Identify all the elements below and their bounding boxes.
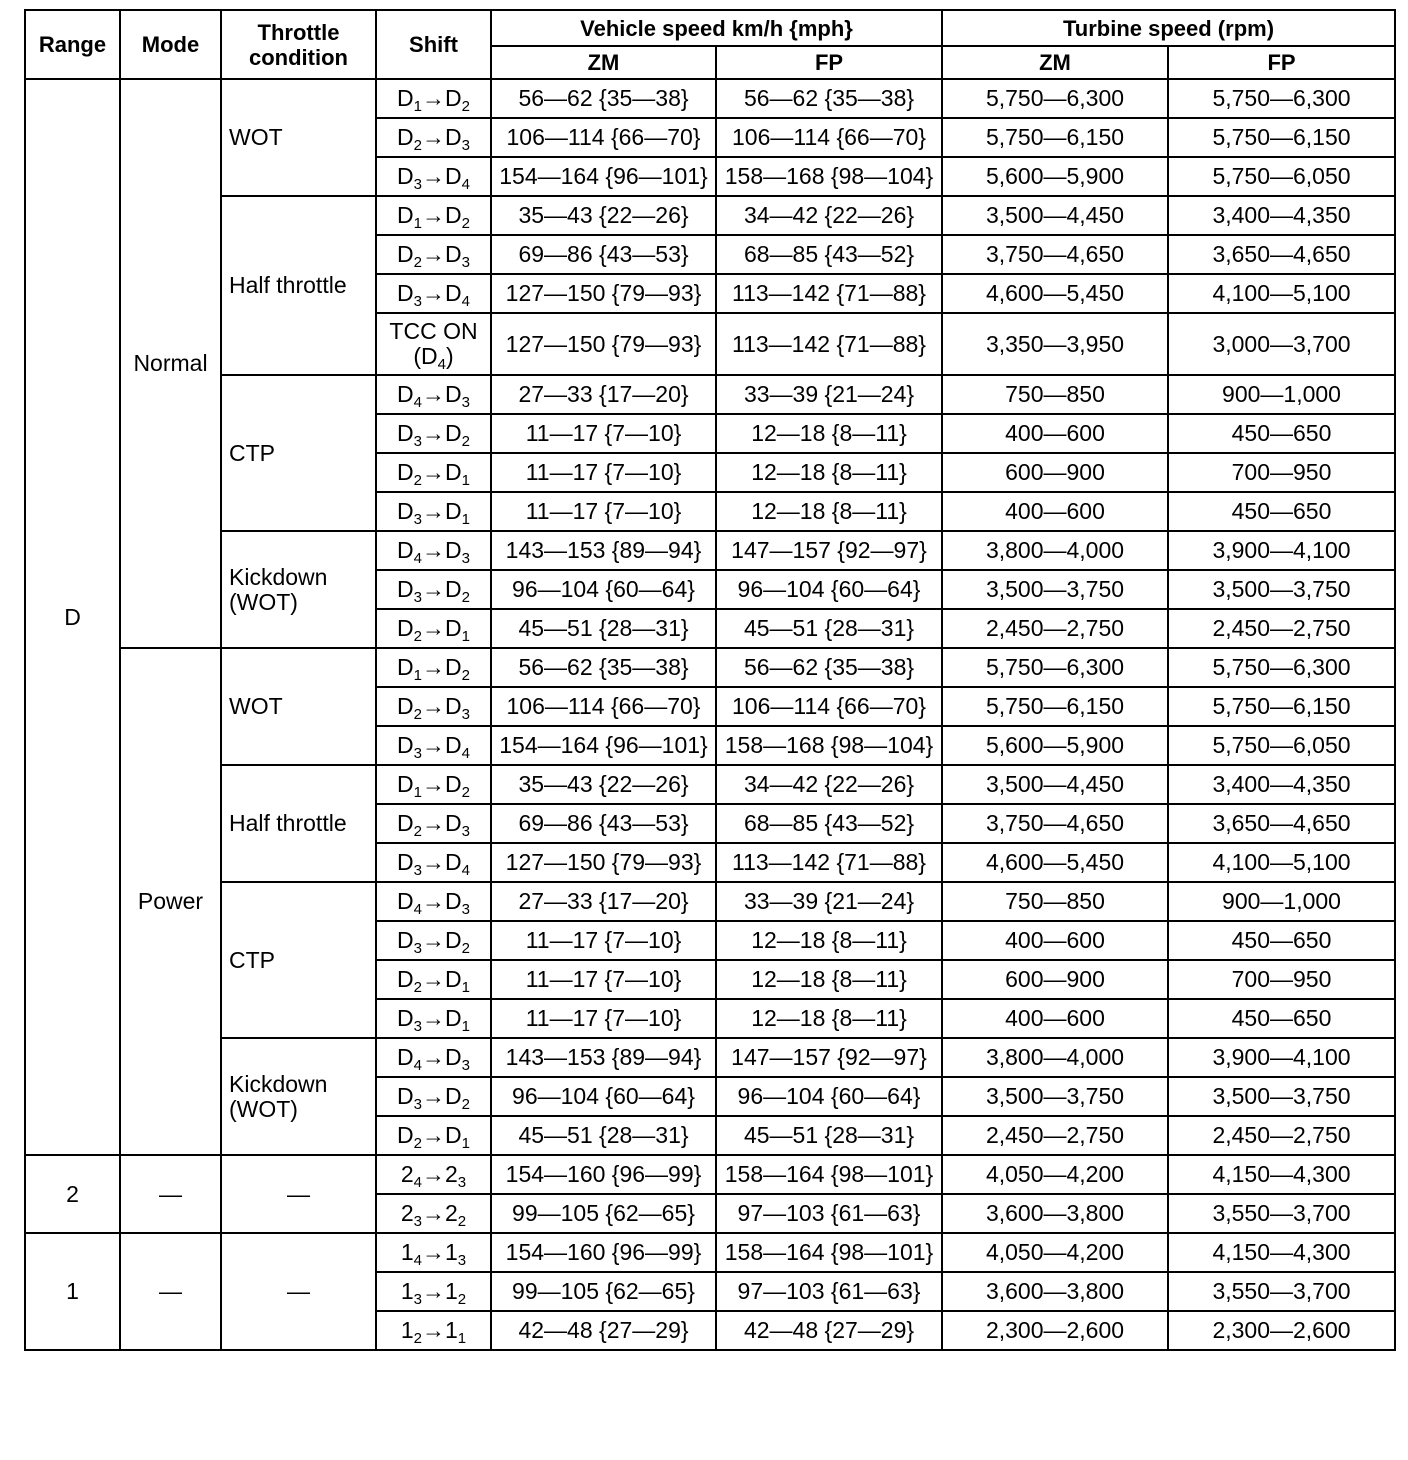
- turbine-speed-zm-cell: 400—600: [942, 414, 1168, 453]
- throttle-condition-cell: Half throttle: [221, 765, 376, 882]
- vehicle-speed-zm-cell: 27—33 {17—20}: [491, 375, 716, 414]
- turbine-speed-fp-cell: 5,750—6,050: [1168, 726, 1395, 765]
- header-vehicle-speed-zm: ZM: [491, 46, 716, 79]
- vehicle-speed-zm-cell: 127—150 {79—93}: [491, 274, 716, 313]
- turbine-speed-zm-cell: 3,750—4,650: [942, 235, 1168, 274]
- vehicle-speed-fp-cell: 96—104 {60—64}: [716, 570, 942, 609]
- subscript: 2: [461, 215, 470, 232]
- turbine-speed-fp-cell: 900—1,000: [1168, 375, 1395, 414]
- turbine-speed-fp-cell: 450—650: [1168, 921, 1395, 960]
- subscript: 3: [413, 1291, 422, 1308]
- subscript: 3: [461, 550, 470, 567]
- shift-cell: $D_4\to D_3$: [376, 1038, 491, 1077]
- turbine-speed-fp-cell: 4,150—4,300: [1168, 1155, 1395, 1194]
- subscript: 4: [461, 176, 470, 193]
- subscript: 3: [461, 137, 470, 154]
- turbine-speed-fp-cell: 3,650—4,650: [1168, 804, 1395, 843]
- vehicle-speed-zm-cell: 154—164 {96—101}: [491, 157, 716, 196]
- turbine-speed-fp-cell: 3,400—4,350: [1168, 196, 1395, 235]
- turbine-speed-fp-cell: 3,550—3,700: [1168, 1194, 1395, 1233]
- shift-cell: $D_1\to D_2$: [376, 648, 491, 687]
- subscript: 4: [437, 356, 446, 373]
- turbine-speed-fp-cell: 5,750—6,300: [1168, 648, 1395, 687]
- turbine-speed-fp-cell: 3,550—3,700: [1168, 1272, 1395, 1311]
- subscript: 2: [461, 589, 470, 606]
- vehicle-speed-fp-cell: 12—18 {8—11}: [716, 492, 942, 531]
- vehicle-speed-fp-cell: 56—62 {35—38}: [716, 648, 942, 687]
- turbine-speed-fp-cell: 5,750—6,150: [1168, 118, 1395, 157]
- turbine-speed-zm-cell: 2,450—2,750: [942, 1116, 1168, 1155]
- turbine-speed-fp-cell: 3,500—3,750: [1168, 570, 1395, 609]
- vehicle-speed-fp-cell: 97—103 {61—63}: [716, 1272, 942, 1311]
- turbine-speed-zm-cell: 4,050—4,200: [942, 1155, 1168, 1194]
- subscript: 3: [461, 823, 470, 840]
- table-row: [25, 1155, 1395, 1194]
- header-vehicle-speed-fp: FP: [716, 46, 942, 79]
- subscript: 2: [413, 1135, 422, 1152]
- shift-cell: $D_3\to D_4$: [376, 726, 491, 765]
- subscript: 4: [461, 745, 470, 762]
- turbine-speed-zm-cell: 3,500—4,450: [942, 196, 1168, 235]
- shift-cell: $D_2\to D_3$: [376, 687, 491, 726]
- subscript: 2: [461, 940, 470, 957]
- subscript: 3: [413, 589, 422, 606]
- subscript: 2: [413, 823, 422, 840]
- header-throttle-condition: Throttle condition: [221, 10, 376, 79]
- subscript: 3: [461, 254, 470, 271]
- subscript: 3: [461, 394, 470, 411]
- header-turbine-speed-zm: ZM: [942, 46, 1168, 79]
- turbine-speed-zm-cell: 750—850: [942, 882, 1168, 921]
- turbine-speed-zm-cell: 5,600—5,900: [942, 726, 1168, 765]
- mode-cell: Power: [120, 648, 221, 1155]
- vehicle-speed-zm-cell: 56—62 {35—38}: [491, 648, 716, 687]
- vehicle-speed-zm-cell: 11—17 {7—10}: [491, 960, 716, 999]
- turbine-speed-zm-cell: 2,300—2,600: [942, 1311, 1168, 1350]
- vehicle-speed-fp-cell: 68—85 {43—52}: [716, 804, 942, 843]
- vehicle-speed-zm-cell: 69—86 {43—53}: [491, 804, 716, 843]
- vehicle-speed-zm-cell: 99—105 {62—65}: [491, 1194, 716, 1233]
- subscript: 4: [413, 1174, 422, 1191]
- subscript: 2: [413, 628, 422, 645]
- vehicle-speed-fp-cell: 158—164 {98—101}: [716, 1233, 942, 1272]
- vehicle-speed-zm-cell: 56—62 {35—38}: [491, 79, 716, 118]
- turbine-speed-zm-cell: 5,750—6,300: [942, 648, 1168, 687]
- turbine-speed-fp-cell: 450—650: [1168, 999, 1395, 1038]
- turbine-speed-fp-cell: 3,650—4,650: [1168, 235, 1395, 274]
- subscript: 1: [413, 215, 422, 232]
- mode-cell: —: [120, 1155, 221, 1233]
- subscript: 2: [413, 254, 422, 271]
- vehicle-speed-fp-cell: 97—103 {61—63}: [716, 1194, 942, 1233]
- table-row: [25, 196, 1395, 235]
- turbine-speed-zm-cell: 5,600—5,900: [942, 157, 1168, 196]
- subscript: 1: [461, 511, 470, 528]
- shift-cell: $D_3\to D_4$: [376, 157, 491, 196]
- subscript: 1: [461, 1018, 470, 1035]
- turbine-speed-zm-cell: 4,050—4,200: [942, 1233, 1168, 1272]
- subscript: 2: [461, 98, 470, 115]
- shift-cell: $1_2\to 1_1$: [376, 1311, 491, 1350]
- vehicle-speed-fp-cell: 12—18 {8—11}: [716, 999, 942, 1038]
- subscript: 1: [461, 472, 470, 489]
- shift-cell: $D_2\to D_1$: [376, 609, 491, 648]
- shift-cell: $D_4\to D_3$: [376, 882, 491, 921]
- vehicle-speed-zm-cell: 96—104 {60—64}: [491, 1077, 716, 1116]
- throttle-condition-cell: —: [221, 1155, 376, 1233]
- table-row: [25, 882, 1395, 921]
- header-turbine-speed: Turbine speed (rpm): [942, 10, 1395, 46]
- subscript: 4: [413, 901, 422, 918]
- shift-cell: $D_3\to D_2$: [376, 1077, 491, 1116]
- turbine-speed-zm-cell: 2,450—2,750: [942, 609, 1168, 648]
- vehicle-speed-zm-cell: 11—17 {7—10}: [491, 921, 716, 960]
- vehicle-speed-zm-cell: 11—17 {7—10}: [491, 999, 716, 1038]
- vehicle-speed-fp-cell: 34—42 {22—26}: [716, 196, 942, 235]
- turbine-speed-fp-cell: 3,500—3,750: [1168, 1077, 1395, 1116]
- mode-cell: —: [120, 1233, 221, 1350]
- subscript: 4: [413, 394, 422, 411]
- range-cell: 2: [25, 1155, 120, 1233]
- vehicle-speed-fp-cell: 45—51 {28—31}: [716, 1116, 942, 1155]
- mode-cell: Normal: [120, 79, 221, 648]
- table-row: [25, 648, 1395, 687]
- vehicle-speed-zm-cell: 106—114 {66—70}: [491, 687, 716, 726]
- header-range: Range: [25, 10, 120, 79]
- subscript: 3: [413, 745, 422, 762]
- vehicle-speed-fp-cell: 147—157 {92—97}: [716, 531, 942, 570]
- turbine-speed-fp-cell: 2,450—2,750: [1168, 609, 1395, 648]
- vehicle-speed-fp-cell: 34—42 {22—26}: [716, 765, 942, 804]
- vehicle-speed-fp-cell: 68—85 {43—52}: [716, 235, 942, 274]
- turbine-speed-zm-cell: 4,600—5,450: [942, 274, 1168, 313]
- shift-cell: $1_4\to 1_3$: [376, 1233, 491, 1272]
- shift-cell: $D_3\to D_2$: [376, 921, 491, 960]
- vehicle-speed-zm-cell: 27—33 {17—20}: [491, 882, 716, 921]
- throttle-condition-cell: CTP: [221, 882, 376, 1038]
- table-row: [25, 1038, 1395, 1077]
- subscript: 4: [413, 550, 422, 567]
- turbine-speed-zm-cell: 3,800—4,000: [942, 1038, 1168, 1077]
- vehicle-speed-zm-cell: 69—86 {43—53}: [491, 235, 716, 274]
- vehicle-speed-zm-cell: 106—114 {66—70}: [491, 118, 716, 157]
- vehicle-speed-fp-cell: 33—39 {21—24}: [716, 375, 942, 414]
- vehicle-speed-zm-cell: 143—153 {89—94}: [491, 531, 716, 570]
- vehicle-speed-zm-cell: 35—43 {22—26}: [491, 196, 716, 235]
- shift-cell: TCC ON $(D_4)$: [376, 313, 491, 375]
- subscript: 4: [413, 1252, 422, 1269]
- vehicle-speed-zm-cell: 11—17 {7—10}: [491, 453, 716, 492]
- shift-cell: $D_3\to D_1$: [376, 492, 491, 531]
- table-row: [25, 79, 1395, 118]
- vehicle-speed-zm-cell: 154—164 {96—101}: [491, 726, 716, 765]
- throttle-condition-cell: —: [221, 1233, 376, 1350]
- subscript: 1: [413, 98, 422, 115]
- table-row: [25, 765, 1395, 804]
- turbine-speed-fp-cell: 3,000—3,700: [1168, 313, 1395, 375]
- turbine-speed-fp-cell: 5,750—6,150: [1168, 687, 1395, 726]
- subscript: 1: [461, 1135, 470, 1152]
- vehicle-speed-zm-cell: 35—43 {22—26}: [491, 765, 716, 804]
- vehicle-speed-fp-cell: 42—48 {27—29}: [716, 1311, 942, 1350]
- vehicle-speed-fp-cell: 158—164 {98—101}: [716, 1155, 942, 1194]
- turbine-speed-zm-cell: 3,600—3,800: [942, 1194, 1168, 1233]
- vehicle-speed-zm-cell: 45—51 {28—31}: [491, 1116, 716, 1155]
- turbine-speed-fp-cell: 3,900—4,100: [1168, 531, 1395, 570]
- header-shift: Shift: [376, 10, 491, 79]
- shift-cell: $D_4\to D_3$: [376, 531, 491, 570]
- subscript: 3: [461, 901, 470, 918]
- subscript: 3: [413, 862, 422, 879]
- header-vehicle-speed: Vehicle speed km/h {mph}: [491, 10, 942, 46]
- vehicle-speed-fp-cell: 113—142 {71—88}: [716, 313, 942, 375]
- shift-cell: $1_3\to 1_2$: [376, 1272, 491, 1311]
- subscript: 2: [461, 667, 470, 684]
- vehicle-speed-zm-cell: 96—104 {60—64}: [491, 570, 716, 609]
- shift-cell: $2_3\to 2_2$: [376, 1194, 491, 1233]
- subscript: 1: [457, 1330, 467, 1347]
- shift-cell: $D_1\to D_2$: [376, 765, 491, 804]
- vehicle-speed-fp-cell: 33—39 {21—24}: [716, 882, 942, 921]
- turbine-speed-zm-cell: 3,750—4,650: [942, 804, 1168, 843]
- subscript: 3: [457, 1174, 467, 1191]
- range-cell: D: [25, 79, 120, 1155]
- subscript: 3: [413, 1213, 422, 1230]
- turbine-speed-fp-cell: 4,150—4,300: [1168, 1233, 1395, 1272]
- turbine-speed-zm-cell: 4,600—5,450: [942, 843, 1168, 882]
- shift-cell: $D_2\to D_3$: [376, 804, 491, 843]
- subscript: 3: [413, 511, 422, 528]
- subscript: 3: [413, 293, 422, 310]
- vehicle-speed-zm-cell: 154—160 {96—99}: [491, 1155, 716, 1194]
- subscript: 2: [413, 472, 422, 489]
- turbine-speed-fp-cell: 700—950: [1168, 960, 1395, 999]
- shift-cell: $D_3\to D_2$: [376, 570, 491, 609]
- shift-cell: $D_1\to D_2$: [376, 196, 491, 235]
- vehicle-speed-zm-cell: 127—150 {79—93}: [491, 843, 716, 882]
- vehicle-speed-fp-cell: 147—157 {92—97}: [716, 1038, 942, 1077]
- shift-cell: $D_3\to D_4$: [376, 274, 491, 313]
- turbine-speed-zm-cell: 400—600: [942, 921, 1168, 960]
- turbine-speed-fp-cell: 3,400—4,350: [1168, 765, 1395, 804]
- vehicle-speed-fp-cell: 113—142 {71—88}: [716, 274, 942, 313]
- vehicle-speed-zm-cell: 99—105 {62—65}: [491, 1272, 716, 1311]
- subscript: 2: [413, 979, 422, 996]
- vehicle-speed-fp-cell: 158—168 {98—104}: [716, 157, 942, 196]
- subscript: 3: [413, 1018, 422, 1035]
- turbine-speed-fp-cell: 5,750—6,300: [1168, 79, 1395, 118]
- subscript: 3: [413, 1096, 422, 1113]
- turbine-speed-fp-cell: 4,100—5,100: [1168, 843, 1395, 882]
- subscript: 3: [413, 176, 422, 193]
- shift-cell: $D_2\to D_1$: [376, 1116, 491, 1155]
- throttle-condition-cell: CTP: [221, 375, 376, 531]
- turbine-speed-fp-cell: 900—1,000: [1168, 882, 1395, 921]
- turbine-speed-zm-cell: 3,500—3,750: [942, 1077, 1168, 1116]
- shift-cell: $D_3\to D_2$: [376, 414, 491, 453]
- turbine-speed-fp-cell: 2,450—2,750: [1168, 1116, 1395, 1155]
- subscript: 2: [413, 706, 422, 723]
- vehicle-speed-zm-cell: 42—48 {27—29}: [491, 1311, 716, 1350]
- turbine-speed-zm-cell: 5,750—6,150: [942, 118, 1168, 157]
- subscript: 1: [413, 784, 422, 801]
- table-body: [25, 79, 1395, 1350]
- subscript: 3: [413, 433, 422, 450]
- shift-cell: $D_2\to D_1$: [376, 453, 491, 492]
- turbine-speed-zm-cell: 600—900: [942, 960, 1168, 999]
- table-row: [25, 375, 1395, 414]
- shift-cell: $D_2\to D_3$: [376, 235, 491, 274]
- range-cell: 1: [25, 1233, 120, 1350]
- vehicle-speed-fp-cell: 56—62 {35—38}: [716, 79, 942, 118]
- subscript: 2: [457, 1291, 467, 1308]
- turbine-speed-fp-cell: 700—950: [1168, 453, 1395, 492]
- vehicle-speed-zm-cell: 11—17 {7—10}: [491, 414, 716, 453]
- turbine-speed-zm-cell: 3,500—3,750: [942, 570, 1168, 609]
- subscript: 2: [413, 137, 422, 154]
- subscript: 4: [461, 293, 470, 310]
- shift-cell: $D_1\to D_2$: [376, 79, 491, 118]
- turbine-speed-fp-cell: 2,300—2,600: [1168, 1311, 1395, 1350]
- turbine-speed-zm-cell: 5,750—6,150: [942, 687, 1168, 726]
- throttle-condition-cell: Kickdown (WOT): [221, 531, 376, 648]
- vehicle-speed-fp-cell: 12—18 {8—11}: [716, 960, 942, 999]
- subscript: 1: [413, 667, 422, 684]
- subscript: 3: [461, 1057, 470, 1074]
- shift-cell: $D_2\to D_1$: [376, 960, 491, 999]
- subscript: 2: [457, 1213, 467, 1230]
- subscript: 2: [413, 1330, 422, 1347]
- turbine-speed-zm-cell: 600—900: [942, 453, 1168, 492]
- shift-cell: $D_2\to D_3$: [376, 118, 491, 157]
- turbine-speed-zm-cell: 400—600: [942, 999, 1168, 1038]
- turbine-speed-fp-cell: 5,750—6,050: [1168, 157, 1395, 196]
- vehicle-speed-zm-cell: 11—17 {7—10}: [491, 492, 716, 531]
- header-mode: Mode: [120, 10, 221, 79]
- vehicle-speed-fp-cell: 158—168 {98—104}: [716, 726, 942, 765]
- subscript: 2: [461, 1096, 470, 1113]
- vehicle-speed-fp-cell: 12—18 {8—11}: [716, 921, 942, 960]
- vehicle-speed-zm-cell: 143—153 {89—94}: [491, 1038, 716, 1077]
- subscript: 3: [413, 940, 422, 957]
- shift-point-table: [24, 9, 1396, 1351]
- vehicle-speed-fp-cell: 12—18 {8—11}: [716, 453, 942, 492]
- turbine-speed-zm-cell: 400—600: [942, 492, 1168, 531]
- subscript: 2: [461, 784, 470, 801]
- subscript: 1: [461, 628, 470, 645]
- turbine-speed-zm-cell: 5,750—6,300: [942, 79, 1168, 118]
- vehicle-speed-fp-cell: 12—18 {8—11}: [716, 414, 942, 453]
- turbine-speed-zm-cell: 3,600—3,800: [942, 1272, 1168, 1311]
- throttle-condition-cell: Kickdown (WOT): [221, 1038, 376, 1155]
- turbine-speed-fp-cell: 4,100—5,100: [1168, 274, 1395, 313]
- turbine-speed-fp-cell: 450—650: [1168, 492, 1395, 531]
- vehicle-speed-fp-cell: 113—142 {71—88}: [716, 843, 942, 882]
- header-turbine-speed-fp: FP: [1168, 46, 1395, 79]
- vehicle-speed-zm-cell: 154—160 {96—99}: [491, 1233, 716, 1272]
- table-row: [25, 1233, 1395, 1272]
- vehicle-speed-zm-cell: 45—51 {28—31}: [491, 609, 716, 648]
- subscript: 2: [461, 433, 470, 450]
- shift-cell: $D_3\to D_4$: [376, 843, 491, 882]
- table-row: [25, 531, 1395, 570]
- vehicle-speed-fp-cell: 106—114 {66—70}: [716, 687, 942, 726]
- shift-cell: $2_4\to 2_3$: [376, 1155, 491, 1194]
- vehicle-speed-fp-cell: 96—104 {60—64}: [716, 1077, 942, 1116]
- throttle-condition-cell: WOT: [221, 648, 376, 765]
- turbine-speed-zm-cell: 3,800—4,000: [942, 531, 1168, 570]
- subscript: 3: [457, 1252, 467, 1269]
- turbine-speed-zm-cell: 3,500—4,450: [942, 765, 1168, 804]
- subscript: 3: [461, 706, 470, 723]
- turbine-speed-fp-cell: 3,900—4,100: [1168, 1038, 1395, 1077]
- subscript: 1: [461, 979, 470, 996]
- subscript: 4: [413, 1057, 422, 1074]
- subscript: 4: [461, 862, 470, 879]
- throttle-condition-cell: WOT: [221, 79, 376, 196]
- vehicle-speed-fp-cell: 45—51 {28—31}: [716, 609, 942, 648]
- vehicle-speed-zm-cell: 127—150 {79—93}: [491, 313, 716, 375]
- table-header: [25, 10, 1395, 79]
- shift-cell: $D_3\to D_1$: [376, 999, 491, 1038]
- turbine-speed-zm-cell: 750—850: [942, 375, 1168, 414]
- shift-cell: $D_4\to D_3$: [376, 375, 491, 414]
- turbine-speed-fp-cell: 450—650: [1168, 414, 1395, 453]
- turbine-speed-zm-cell: 3,350—3,950: [942, 313, 1168, 375]
- vehicle-speed-fp-cell: 106—114 {66—70}: [716, 118, 942, 157]
- throttle-condition-cell: Half throttle: [221, 196, 376, 375]
